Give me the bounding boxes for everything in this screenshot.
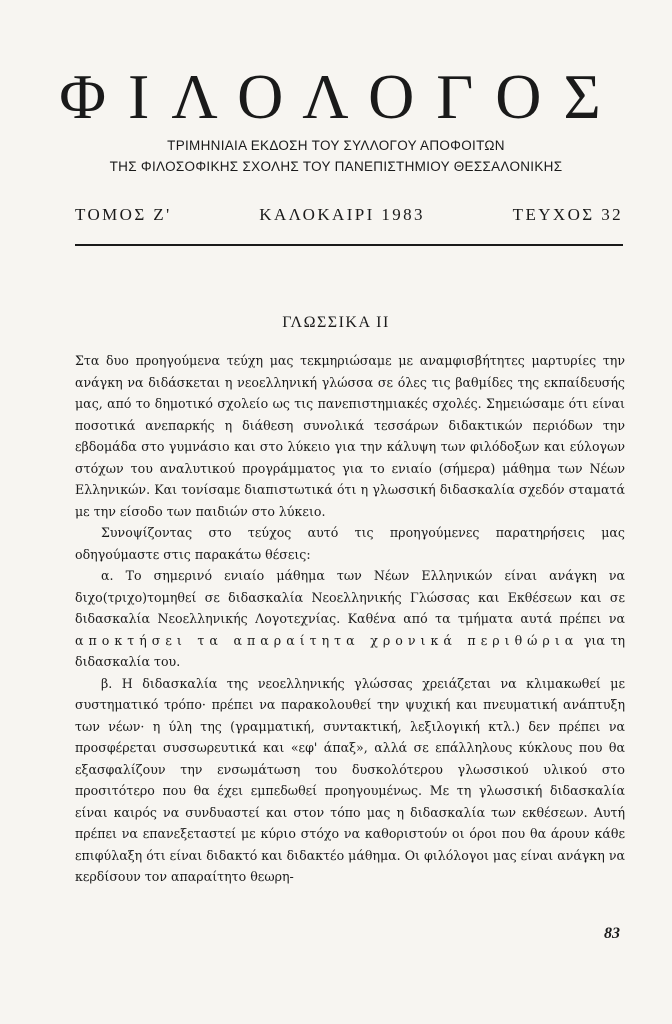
issue-info [75,205,623,225]
journal-title: ΦΙΛΟΛΟΓΟΣ [59,61,623,132]
journal-subtitle-line1: ΤΡΙΜΗΝΙΑΙΑ ΕΚΔΟΣΗ ΤΟΥ ΣΥΛΛΟΓΟΥ ΑΠΟΦΟΙΤΩΝ [167,138,505,153]
point-a-emphasis: αποκτήσει τα απαραίτητα χρονικά περιθώρια [75,632,579,648]
point-a-end: για τη διδασκαλία του. [75,632,625,669]
article-body [75,350,625,888]
point-a-start: α. Το σημερινό ενιαίο μάθημα των Νέων Ελληνικών είναι ανάγκη να διχο(τριχο)τομηθεί σε διδασκαλία Νεοελληνικής Γλώσσας και Εκθέσεων και σε διδασκαλία Νεοελληνικής Λογοτεχνίας. Καθένα από τα τμήματα αυτά πρέπει να [75,568,625,626]
article-paragraph-2: Συνοψίζοντας στο τεύχος αυτό τις προηγούμενες παρατηρήσεις μας οδηγούμαστε στις παρακάτω θέσεις: [75,525,625,562]
issue-number: ΤΕΥΧΟΣ 32 [512,205,623,224]
article-title: ΓΛΩΣΣΙΚΑ ΙΙ [282,314,390,331]
article-point-b: β. Η διδασκαλία της νεοελληνικής γλώσσας χρειάζεται να κλιμακωθεί με συστηματικό τρόπο· πρέπει να παρακολουθεί την ψυχική και πνευματική ανάπτυξη των νέων· η ύλη της (γραμματική, συντακτική, λεξιλογική κτλ.) δεν πρέπει να προσφέρεται συσσωρευτικά και «εφ' άπαξ», αλλά σε επάλληλους κύκλους που θα εξασφαλίζουν την ενσωμάτωση του δυσκολότερου γλωσσικού υλικού στο προσιτότερο που θα έχει εμπεδωθεί προηγουμένως. Με τη γλωσσική διδασκαλία είναι καιρός να συνδυαστεί και στον τόπο μας η διδασκαλία των εκθέσεων. Αυτή πρέπει να επανεξεταστεί με κύριο στόχο να καθοριστούν οι όροι που θα άρουν κάθε επιφύλαξη ότι είναι διδακτό και διδακτέο μάθημα. Οι φιλόλογοι μας είναι ανάγκη να κερδίσουν τον απαραίτητο θεωρη- [75,675,625,884]
issue-season: ΚΑΛΟΚΑΙΡΙ 1983 [259,205,425,224]
header-rule [75,244,623,246]
page-number: 83 [604,925,620,942]
article-point-a [75,565,625,673]
article-paragraph-1: Στα δυο προηγούμενα τεύχη μας τεκμηριώσαμε με αναμφισβήτητες μαρτυρίες την ανάγκη να διδάσκεται η νεοελληνική γλώσσα σε όλες τις βαθμίδες της εκπαίδευσής μας, από το δημοτικό σχολείο ως τις πανεπιστημιακές σχολές. Σημειώσαμε ότι είναι ποσοτικά ανεπαρκής η διάθεση συνολικά τεσσάρων διδακτικών περιόδων την εβδομάδα στο γυμνάσιο και στο λύκειο για την κάλυψη των φιλόδοξων και εύλογων στόχων του αναλυτικού προγράμματος για το ενιαίο (σήμερα) μάθημα των Νέων Ελληνικών. Και τονίσαμε διαπιστωτικά ότι η γλωσσική διδασκαλία σχεδόν σταματά με την είσοδο των παιδιών στο λύκειο. [75,353,625,519]
issue-volume: ΤΟΜΟΣ Ζ' [75,205,172,224]
journal-subtitle-line2: ΤΗΣ ΦΙΛΟΣΟΦΙΚΗΣ ΣΧΟΛΗΣ ΤΟΥ ΠΑΝΕΠΙΣΤΗΜΙΟΥ ΘΕΣΣΑΛΟΝΙΚΗΣ [109,159,563,174]
